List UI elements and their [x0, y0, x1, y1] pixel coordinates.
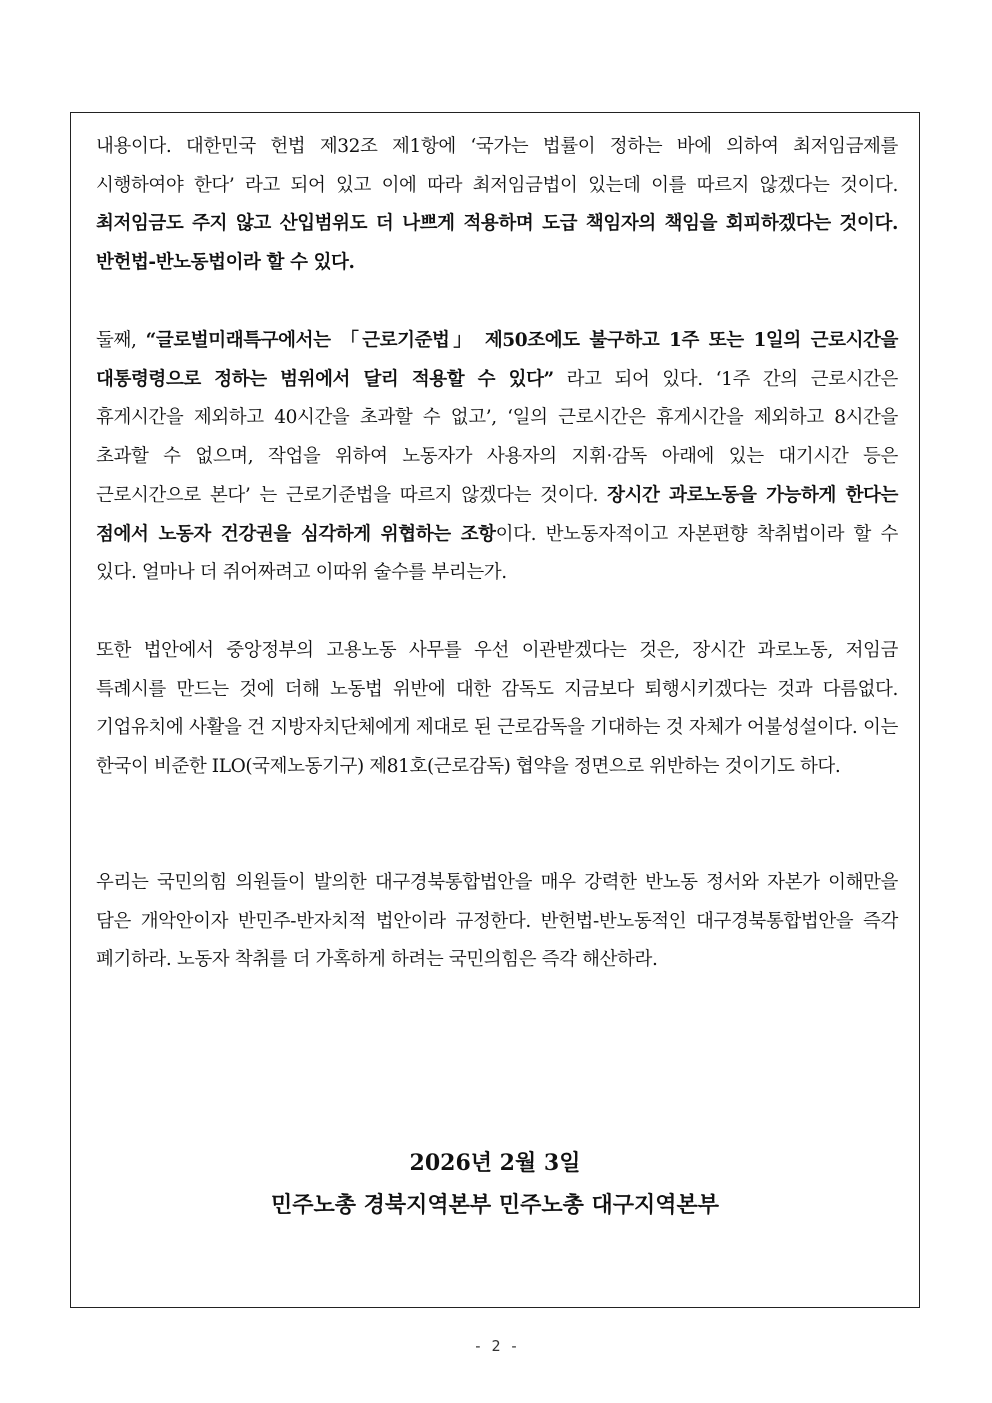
- paragraph-working-hours: [96, 322, 898, 593]
- p2-text-regular-2: 라고 되어 있다. ‘1주 간의 근로시간은 휴게시간을 제외하고 40시간을 초과할 수 없고’, ‘일의 근로시간은 휴게시간을 제외하고 8시간을 초과할 수 없으며, 작업을 위하여 노동자가 사용자의 지휘·감독 아래에 있는 대기시간 등은 근로시간으로 본다’ 는 근로기준법을 따르지 않겠다는 것이다.: [96, 368, 898, 506]
- closing-organizations: 민주노총 경북지역본부 민주노총 대구지역본부: [270, 1192, 720, 1218]
- p1-text-regular: 내용이다. 대한민국 헌법 제32조 제1항에 ‘국가는 법률이 정하는 바에 의하여 최저임금제를 시행하여야 한다’ 라고 되어 있고 이에 따라 최저임금법이 있는데 이를 따르지 않겠다는 것이다.: [96, 136, 898, 196]
- closing-date: 2026년 2월 3일: [409, 1150, 581, 1176]
- p2-text-regular-3: 이다. 반노동자적이고 자본편향 착취법이라 할 수 있다. 얼마나 더 쥐어짜려고 이따위 술수를 부리는가.: [96, 523, 898, 584]
- p2-text-bold-1: “글로벌미래특구에서는 「근로기준법」 제50조에도 불구하고 1주 또는 1일의 근로시간을 대통령령으로 정하는 범위에서 달리 적용할 수 있다”: [96, 330, 898, 390]
- paragraph-constitution-minimum-wage: [96, 128, 898, 283]
- paragraph-labor-inspection: [96, 632, 898, 787]
- paragraph-conclusion: [96, 864, 898, 980]
- p4-text-regular: 우리는 국민의힘 의원들이 발의한 대구경북통합법안을 매우 강력한 반노동 정서와 자본가 이해만을 담은 개악안이자 반민주-반자치적 법안이라 규정한다. 반헌법-반노동적인 대구경북통합법안을 즉각 폐기하라. 노동자 착취를 더 가혹하게 하려는 국민의힘은 즉각 해산하라.: [96, 872, 898, 971]
- page-number: - 2 -: [473, 1337, 519, 1355]
- p2-text-regular-1: 둘째,: [96, 330, 146, 351]
- p2-text-bold-2: 장시간 과로노동을 가능하게 한다는 점에서 노동자 건강권을 심각하게 위협하는 조항: [96, 484, 898, 545]
- p1-text-bold: 최저임금도 주지 않고 산입범위도 더 나쁘게 적용하며 도급 책임자의 책임을 회피하겠다는 것이다. 반헌법-반노동법이라 할 수 있다.: [96, 213, 898, 274]
- p3-text-regular: 또한 법안에서 중앙정부의 고용노동 사무를 우선 이관받겠다는 것은, 장시간 과로노동, 저임금 특례시를 만드는 것에 더해 노동법 위반에 대한 감독도 지금보다 퇴행시키겠다는 것과 다름없다. 기업유치에 사활을 건 지방자치단체에게 제대로 된 근로감독을 기대하는 것 자체가 어불성설이다. 이는 한국이 비준한 ILO(국제노동기구) 제81호(근로감독) 협약을 정면으로 위반하는 것이기도 하다.: [96, 640, 898, 778]
